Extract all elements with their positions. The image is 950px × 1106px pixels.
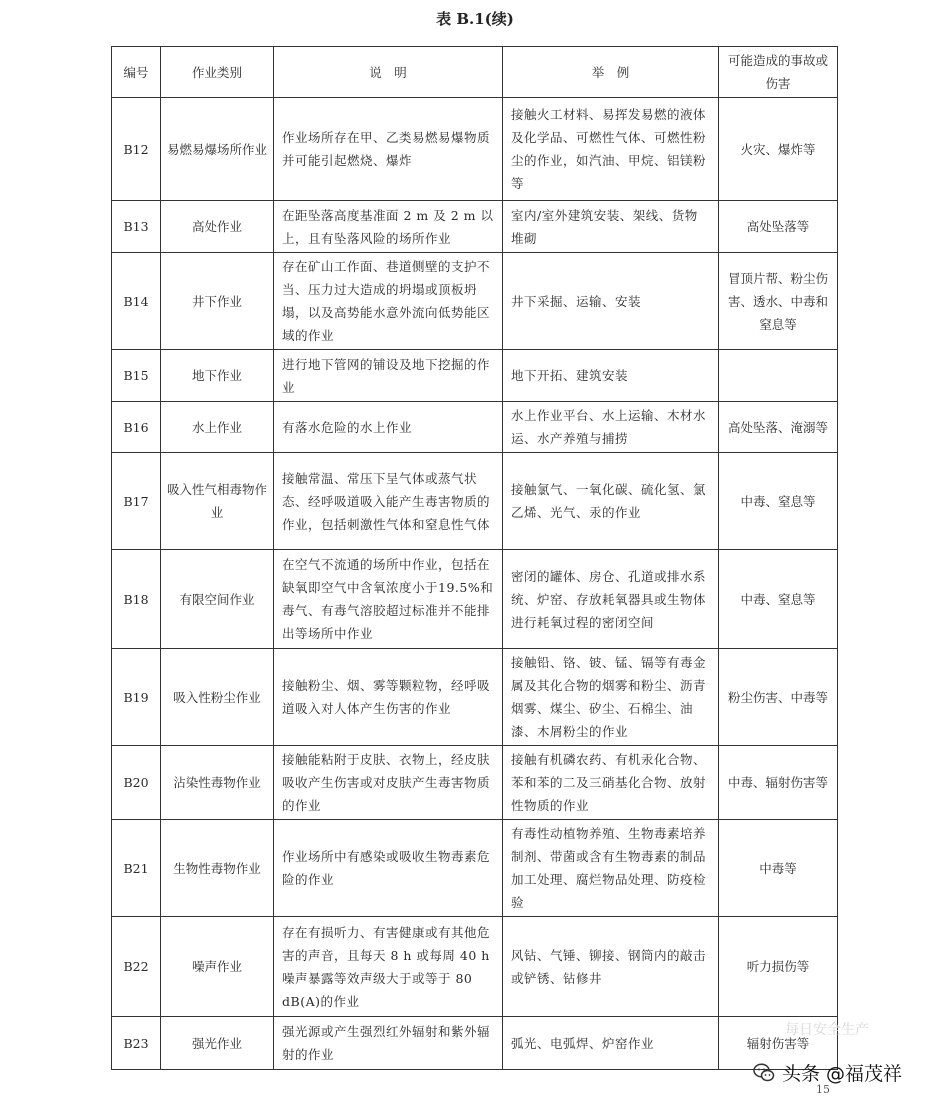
cell-examples: 接触有机磷农药、有机汞化合物、苯和苯的二及三硝基化合物、放射性物质的作业 xyxy=(503,746,719,820)
table-row xyxy=(112,350,838,402)
wechat-icon xyxy=(752,1061,776,1085)
cell-accidents: 火灾、爆炸等 xyxy=(719,98,838,201)
cell-category: 强光作业 xyxy=(161,1017,274,1070)
cell-examples: 接触火工材料、易挥发易燃的液体及化学品、可燃性气体、可燃性粉尘的作业，如汽油、甲烷、铝镁粉等 xyxy=(503,98,719,201)
cell-category: 井下作业 xyxy=(161,253,274,350)
table-row xyxy=(112,453,838,550)
cell-category: 沾染性毒物作业 xyxy=(161,746,274,820)
cell-description: 在距坠落高度基准面 2 m 及 2 m 以上，且有坠落风险的场所作业 xyxy=(274,201,503,253)
cell-examples: 地下开拓、建筑安装 xyxy=(503,350,719,402)
cell-description: 作业场所中有感染或吸收生物毒素危险的作业 xyxy=(274,820,503,917)
table-row xyxy=(112,98,838,201)
header-category: 作业类别 xyxy=(161,47,274,98)
cell-category: 生物性毒物作业 xyxy=(161,820,274,917)
cell-accidents: 冒顶片帮、粉尘伤害、透水、中毒和窒息等 xyxy=(719,253,838,350)
cell-category: 吸入性粉尘作业 xyxy=(161,649,274,746)
header-row xyxy=(112,47,838,98)
cell-category: 易燃易爆场所作业 xyxy=(161,98,274,201)
table-title: 表 B.1(续) xyxy=(436,10,514,28)
cell-code: B23 xyxy=(112,1017,161,1070)
cell-examples: 井下采掘、运输、安装 xyxy=(503,253,719,350)
table-row xyxy=(112,550,838,649)
cell-description: 接触粉尘、烟、雾等颗粒物，经呼吸道吸入对人体产生伤害的作业 xyxy=(274,649,503,746)
faded-watermark-text: 每日安全生产 xyxy=(785,1022,869,1038)
cell-code: B18 xyxy=(112,550,161,649)
cell-accidents: 辐射伤害等 xyxy=(719,1017,838,1070)
cell-description: 进行地下管网的铺设及地下挖掘的作业 xyxy=(274,350,503,402)
cell-accidents: 高处坠落等 xyxy=(719,201,838,253)
hazard-table xyxy=(111,46,838,1070)
cell-examples: 有毒性动植物养殖、生物毒素培养制剂、带菌或含有生物毒素的制品加工处理、腐烂物品处理、防疫检验 xyxy=(503,820,719,917)
cell-accidents xyxy=(719,350,838,402)
watermark-text: 头条 @福茂祥 xyxy=(782,1063,903,1085)
table-row xyxy=(112,746,838,820)
cell-accidents: 高处坠落、淹溺等 xyxy=(719,402,838,453)
cell-description: 在空气不流通的场所中作业，包括在缺氧即空气中含氧浓度小于19.5%和毒气、有毒气溶胶超过标准并不能排出等场所中作业 xyxy=(274,550,503,649)
cell-category: 水上作业 xyxy=(161,402,274,453)
cell-description: 接触常温、常压下呈气体或蒸气状态、经呼吸道吸入能产生毒害物质的作业，包括刺激性气体和窒息性气体 xyxy=(274,453,503,550)
cell-description: 作业场所存在甲、乙类易燃易爆物质并可能引起燃烧、爆炸 xyxy=(274,98,503,201)
cell-description: 接触能粘附于皮肤、衣物上，经皮肤吸收产生伤害或对皮肤产生毒害物质的作业 xyxy=(274,746,503,820)
cell-accidents: 听力损伤等 xyxy=(719,917,838,1017)
cell-category: 有限空间作业 xyxy=(161,550,274,649)
cell-code: B15 xyxy=(112,350,161,402)
table-row xyxy=(112,253,838,350)
cell-code: B19 xyxy=(112,649,161,746)
header-description: 说 明 xyxy=(274,47,503,98)
cell-examples: 接触氯气、一氧化碳、硫化氢、氯乙烯、光气、汞的作业 xyxy=(503,453,719,550)
cell-code: B17 xyxy=(112,453,161,550)
cell-description: 存在矿山工作面、巷道侧壁的支护不当、压力过大造成的坍塌或顶板坍塌，以及高势能水意外流向低势能区域的作业 xyxy=(274,253,503,350)
cell-code: B14 xyxy=(112,253,161,350)
header-accidents: 可能造成的事故或伤害 xyxy=(719,47,838,98)
header-code: 编号 xyxy=(112,47,161,98)
table-row xyxy=(112,649,838,746)
table-row xyxy=(112,917,838,1017)
cell-examples: 水上作业平台、水上运输、木材水运、水产养殖与捕捞 xyxy=(503,402,719,453)
cell-examples: 室内/室外建筑安装、架线、货物堆砌 xyxy=(503,201,719,253)
cell-code: B21 xyxy=(112,820,161,917)
cell-code: B22 xyxy=(112,917,161,1017)
cell-accidents: 中毒、窒息等 xyxy=(719,453,838,550)
cell-code: B12 xyxy=(112,98,161,201)
cell-category: 地下作业 xyxy=(161,350,274,402)
source-watermark xyxy=(752,1059,902,1086)
cell-code: B20 xyxy=(112,746,161,820)
page-number: 15 xyxy=(816,1083,830,1096)
cell-examples: 密闭的罐体、房仓、孔道或排水系统、炉窑、存放耗氧器具或生物体进行耗氧过程的密闭空间 xyxy=(503,550,719,649)
cell-examples: 接触铅、铬、铍、锰、镉等有毒金属及其化合物的烟雾和粉尘、沥青烟雾、煤尘、矽尘、石棉尘、油漆、木屑粉尘的作业 xyxy=(503,649,719,746)
cell-description: 有落水危险的水上作业 xyxy=(274,402,503,453)
table-row xyxy=(112,201,838,253)
cell-category: 高处作业 xyxy=(161,201,274,253)
table-row xyxy=(112,1017,838,1070)
cell-code: B13 xyxy=(112,201,161,253)
cell-examples: 风钻、气锤、铆接、钢筒内的敲击或铲锈、钻修井 xyxy=(503,917,719,1017)
table-row xyxy=(112,820,838,917)
cell-category: 吸入性气相毒物作业 xyxy=(161,453,274,550)
cell-code: B16 xyxy=(112,402,161,453)
cell-examples: 弧光、电弧焊、炉窑作业 xyxy=(503,1017,719,1070)
header-examples: 举 例 xyxy=(503,47,719,98)
cell-description: 存在有损听力、有害健康或有其他危害的声音，且每天 8 h 或每周 40 h噪声暴露等效声级大于或等于 80 dB(A)的作业 xyxy=(274,917,503,1017)
cell-accidents: 中毒、窒息等 xyxy=(719,550,838,649)
cell-description: 强光源或产生强烈红外辐射和紫外辐射的作业 xyxy=(274,1017,503,1070)
cell-accidents: 中毒、辐射伤害等 xyxy=(719,746,838,820)
cell-category: 噪声作业 xyxy=(161,917,274,1017)
cell-accidents: 粉尘伤害、中毒等 xyxy=(719,649,838,746)
table-row xyxy=(112,402,838,453)
cell-accidents: 中毒等 xyxy=(719,820,838,917)
